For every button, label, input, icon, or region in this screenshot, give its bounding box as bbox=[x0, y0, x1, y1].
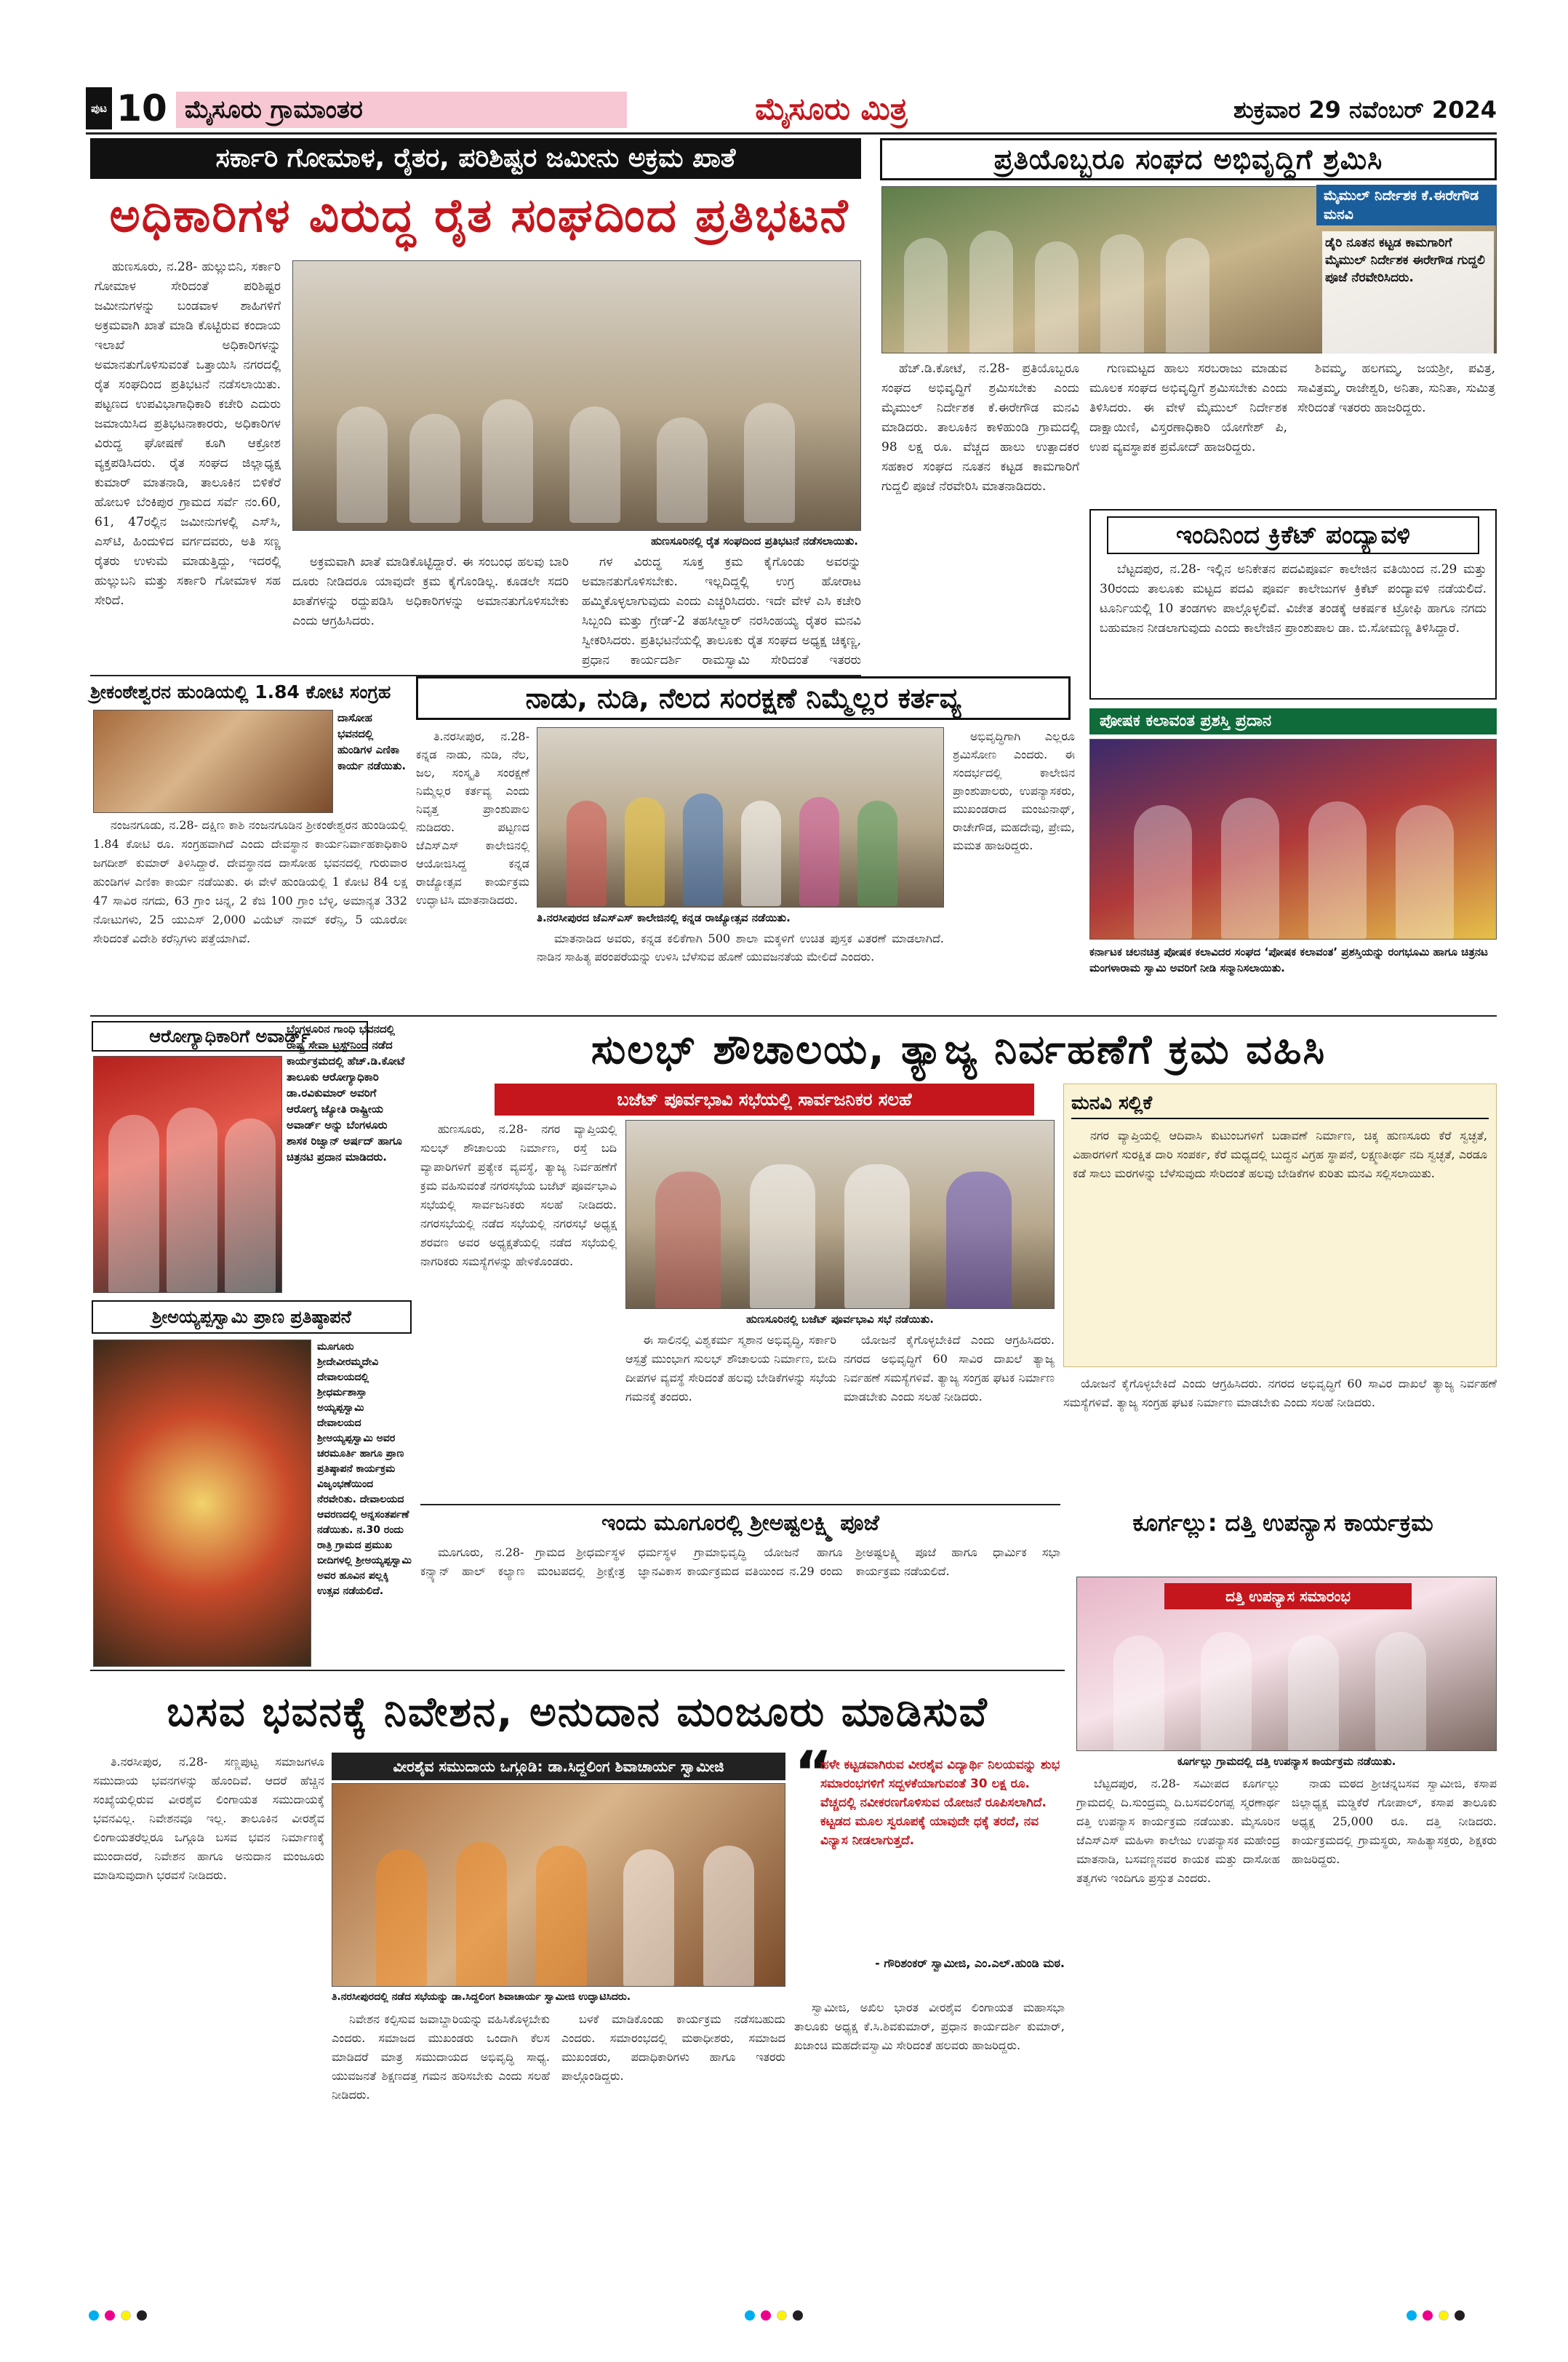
story1-headline: ಅಧಿಕಾರಿಗಳ ವಿರುದ್ಧ ರೈತ ಸಂಘದಿಂದ ಪ್ರತಿಭಟನೆ bbox=[109, 189, 849, 243]
story-kannada-under-photo bbox=[537, 929, 944, 1005]
story-cricket-box bbox=[1089, 509, 1497, 700]
story-poshaka-photo bbox=[1089, 739, 1497, 940]
divider-basava bbox=[90, 1670, 1065, 1671]
story-health-heading: ಆರೋಗ್ಯಾಧಿಕಾರಿಗೆ ಅವಾರ್ಡ್ bbox=[149, 1026, 311, 1046]
register-dot-cyan bbox=[745, 2310, 755, 2321]
story-kurugalli-col2 bbox=[1292, 1774, 1497, 2276]
footer-register-left bbox=[86, 2310, 173, 2324]
story-basava-col1 bbox=[93, 1753, 324, 2276]
story-kurugalli-banner: ದತ್ತಿ ಉಪನ್ಯಾಸ ಸಮಾರಂಭ bbox=[1164, 1583, 1412, 1609]
story-toilet-col1-text: ಹುಣಸೂರು, ನ.28- ನಗರ ವ್ಯಾಪ್ತಿಯಲ್ಲಿ ಸುಲಭ್ ಶೌಚಾಲಯ ನಿರ್ಮಾಣ, ರಸ್ತೆ ಬದಿ ವ್ಯಾಪಾರಿಗಳಿಗೆ ಪ್ರತ್ಯೇಕ ವ್ಯವಸ್ಥೆ, ತ್ಯಾಜ್ಯ ನಿರ್ವಹಣೆಗೆ ಕ್ರಮ ವಹಿಸುವಂತೆ ನಗರಸಭೆಯ ಬಜೆಟ್ ಪೂರ್ವಭಾವಿ ಸಭೆಯಲ್ಲಿ ಸಾರ್ವಜನಿಕರು ಸಲಹೆ ನೀಡಿದರು. ನಗರಸಭೆಯಲ್ಲಿ ನಡೆದ ಸಭೆಯಲ್ಲಿ ನಗರಸಭೆ ಅಧ್ಯಕ್ಷ ಶರವಣ ಅವರ ಅಧ್ಯಕ್ಷತೆಯಲ್ಲಿ ನಡೆದ ಸಭೆಯಲ್ಲಿ ನಾಗರಿಕರು ಸಮಸ್ಯೆಗಳನ್ನು ಹೇಳಿಕೊಂಡರು. bbox=[420, 1122, 617, 1268]
story-lakshmi-text: ಮೂಗೂರು, ನ.28- ಗ್ರಾಮದ ಶ್ರೀಧರ್ಮಸ್ಥಳ ಕನ್ಸ್ಯಾನ್ ಹಾಲ್ ಕಲ್ಯಾಣ ಮಂಟಪದಲ್ಲಿ ಶ್ರೀಕ್ಷೇತ್ರ ಧರ್ಮಸ್ಥಳ ಗ್ರಾಮಾಭಿವೃದ್ಧಿ ಯೋಜನೆ ಹಾಗೂ ಜ್ಞಾನವಿಕಾಸ ಕಾರ್ಯಕ್ರಮದ ವತಿಯಿಂದ ನ.29 ರಂದು ಶ್ರೀಅಷ್ಟಲಕ್ಷ್ಮಿ ಪೂಜೆ ಹಾಗೂ ಧಾರ್ಮಿಕ ಸಭಾ ಕಾರ್ಯಕ್ರಮ ನಡೆಯಲಿದೆ. bbox=[420, 1545, 1060, 1578]
story-poshaka-tag: ಪೋಷಕ ಕಲಾವಂತ ಪ್ರಶಸ್ತಿ ಪ್ರದಾನ bbox=[1089, 708, 1497, 734]
story-cricket-body bbox=[1091, 557, 1495, 695]
story-hundi-side-caption: ದಾಸೋಹ ಭವನದಲ್ಲಿ ಹುಂಡಿಗಳ ಎಣಿಕಾ ಕಾರ್ಯ ನಡೆಯಿತು. bbox=[337, 711, 407, 772]
story-kurugalli-heading: ಕೂರ್ಗಲ್ಲು: ದತ್ತಿ ಉಪನ್ಯಾಸ ಕಾರ್ಯಕ್ರಮ bbox=[1132, 1509, 1433, 1537]
register-dot-magenta bbox=[761, 2310, 771, 2321]
story1-kicker: ಸರ್ಕಾರಿ ಗೋಮಾಳ, ರೈತರ, ಪರಿಶಿಷ್ಟರ ಜಮೀನು ಅಕ್ರಮ ಖಾತೆ bbox=[90, 138, 861, 179]
register-dot-black bbox=[1455, 2310, 1465, 2321]
story-ayyappa-body: ಮೂಗೂರು ಶ್ರೀದೇವೀರಮ್ಮದೇವಿ ದೇವಾಲಯದಲ್ಲಿ ಶ್ರೀಧರ್ಮಶಾಸ್ತಾ ಅಯ್ಯಪ್ಪಸ್ವಾಮಿ ದೇವಾಲಯದ ಶ್ರೀಅಯ್ಯಪ್ಪಸ್ವಾಮಿ ಅವರ ಚರಮೂರ್ತಿ ಹಾಗೂ ಪ್ರಾಣ ಪ್ರತಿಷ್ಠಾಪನೆ ಕಾರ್ಯಕ್ರಮ ವಿಜೃಂಭಣೆಯಿಂದ ನೆರವೇರಿತು. ದೇವಾಲಯದ ಆವರಣದಲ್ಲಿ ಅನ್ನಸಂತರ್ಪಣೆ ನಡೆಯಿತು. ನ.30 ರಂದು ರಾತ್ರಿ ಗ್ರಾಮದ ಪ್ರಮುಖ ಬೀದಿಗಳಲ್ಲಿ ಶ್ರೀಅಯ್ಯಪ್ಪಸ್ವಾಮಿ ಅವರ ಹೂವಿನ ಪಲ್ಲಕ್ಕಿ ಉತ್ಸವ ನಡೆಯಲಿದೆ. bbox=[317, 1341, 412, 1597]
story-hundi-body bbox=[93, 816, 407, 1012]
story-hundi-photo bbox=[93, 710, 333, 813]
story2-tag-text: ಮೈಮುಲ್ ನಿರ್ದೇಶಕ ಕೆ.ಈರೇಗೌಡ ಮನವಿ bbox=[1324, 188, 1479, 223]
story-kurugalli-photo-caption: ಕೂರ್ಗಲ್ಲು ಗ್ರಾಮದಲ್ಲಿ ದತ್ತಿ ಉಪನ್ಯಾಸ ಕಾರ್ಯಕ್ರಮ ನಡೆಯಿತು. bbox=[1177, 1755, 1396, 1768]
story-basava-quote-by: - ಗೌರಿಶಂಕರ್ ಸ್ವಾಮೀಜಿ, ಎಂ.ಎಲ್.ಹುಂಡಿ ಮಠ. bbox=[875, 1956, 1065, 1970]
issue-date: ಶುಕ್ರವಾರ 29 ನವೆಂಬರ್ 2024 bbox=[1233, 96, 1497, 124]
story-hundi-text: ನಂಜನಗೂಡು, ನ.28- ದಕ್ಷಿಣ ಕಾಶಿ ನಂಜನಗೂಡಿನ ಶ್ರೀಕಂಠೇಶ್ವರನ ಹುಂಡಿಯಲ್ಲಿ 1.84 ಕೋಟಿ ರೂ. ಸಂಗ್ರಹವಾಗಿದೆ ಎಂದು ದೇವಸ್ಥಾನ ಕಾರ್ಯನಿರ್ವಾಹಕಾಧಿಕಾರಿ ಜಗದೀಶ್ ಕುಮಾರ್ ತಿಳಿಸಿದ್ದಾರೆ. ದೇವಸ್ಥಾನದ ದಾಸೋಹ ಭವನದಲ್ಲಿ ಗುರುವಾರ ಹುಂಡಿಗಳ ಎಣಿಕಾ ಕಾರ್ಯ ನಡೆಯಿತು. ಈ ವೇಳೆ ಹುಂಡಿಯಲ್ಲಿ 1 ಕೋಟಿ 84 ಲಕ್ಷ 47 ಸಾವಿರ ನಗದು, 63 ಗ್ರಾಂ ಚಿನ್ನ, 2 ಕೆಜಿ 100 ಗ್ರಾಂ ಬೆಳ್ಳಿ, ಅಮಾನ್ಯತ 332 ನೋಟುಗಳು, 25 ಯುಎಸ್ 2,000 ವಿಯೆಟ್ ನಾಮ್ ಕರೆನ್ಸಿ, 5 ಯೂರೋ ಸೇರಿದಂತೆ ವಿದೇಶಿ ಕರೆನ್ಸಿಗಳು ಪತ್ತೆಯಾಗಿವೆ. bbox=[93, 818, 407, 945]
masthead bbox=[86, 86, 1497, 132]
story-basava-col2-text: ನಿವೇಶನ ಕಲ್ಪಿಸುವ ಜವಾಬ್ದಾರಿಯನ್ನು ವಹಿಸಿಕೊಳ್ಳಬೇಕು ಎಂದರು. ಸಮಾಜದ ಮುಖಂಡರು ಒಂದಾಗಿ ಕೆಲಸ ಮಾಡಿದರೆ ಮಾತ್ರ ಸಮುದಾಯದ ಅಭಿವೃದ್ಧಿ ಸಾಧ್ಯ. ಯುವಜನತೆ ಶಿಕ್ಷಣದತ್ತ ಗಮನ ಹರಿಸಬೇಕು ಎಂದು ಸಲಹೆ ನೀಡಿದರು. bbox=[332, 2012, 550, 2102]
story-lakshmi-heading: ಇಂದು ಮೂಗೂರಲ್ಲಿ ಶ್ರೀಅಷ್ಟಲಕ್ಷ್ಮಿ ಪೂಜೆ bbox=[601, 1510, 879, 1536]
story-basava-col1-text: ತಿ.ನರಸೀಪುರ, ನ.28- ಸಣ್ಣಪುಟ್ಟ ಸಮಾಜಗಳೂ ಸಮುದಾಯ ಭವನಗಳನ್ನು ಹೊಂದಿವೆ. ಆದರೆ ಹೆಚ್ಚಿನ ಸಂಖ್ಯೆಯಲ್ಲಿರುವ ವೀರಶೈವ ಲಿಂಗಾಯತ ಸಮುದಾಯಕ್ಕೆ ಭವನವಿಲ್ಲ. ನಿವೇಶನವೂ ಇಲ್ಲ. ತಾಲೂಕಿನ ವೀರಶೈವ ಲಿಂಗಾಯತರೆಲ್ಲರೂ ಒಗ್ಗೂಡಿ ಬಸವ ಭವನ ನಿರ್ಮಾಣಕ್ಕೆ ಮುಂದಾದರೆ, ನಿವೇಶನ ಹಾಗೂ ಅನುದಾನ ಮಂಜೂರು ಮಾಡಿಸುವುದಾಗಿ ಭರವಸೆ ನೀಡಿದರು. bbox=[93, 1755, 324, 1882]
story-cricket-headline: ಇಂದಿನಿಂದ ಕ್ರಿಕೆಟ್ ಪಂದ್ಯಾವಳಿ bbox=[1107, 516, 1479, 554]
divider-health bbox=[90, 1015, 1497, 1017]
story-lakshmi-body bbox=[420, 1543, 1060, 1667]
page-label-box bbox=[86, 87, 112, 129]
story1-photo-caption: ಹುಣಸೂರಿನಲ್ಲಿ ರೈತ ಸಂಘದಿಂದ ಪ್ರತಿಭಟನೆ ನಡೆಸಲಾಯಿತು. bbox=[651, 535, 858, 548]
story1-col3 bbox=[582, 553, 861, 672]
story-kannada-headline: ನಾಡು, ನುಡಿ, ನೆಲದ ಸಂರಕ್ಷಣೆ ನಿಮ್ಮೆಲ್ಲರ ಕರ್ತವ್ಯ bbox=[525, 682, 961, 714]
section-name: ಮೈಸೂರು ಗ್ರಾಮಾಂತರ bbox=[176, 92, 627, 128]
story-basava-quote-mark: “ bbox=[794, 1739, 833, 1806]
story-toilet-col2 bbox=[625, 1331, 836, 1500]
register-dot-black bbox=[137, 2310, 147, 2321]
story-basava-photo-caption: ತಿ.ನರಸೀಪುರದಲ್ಲಿ ನಡೆದ ಸಭೆಯನ್ನು ಡಾ.ಸಿದ್ದಲಿಂಗ ಶಿವಾಚಾರ್ಯ ಸ್ವಾಮೀಜಿ ಉದ್ಘಾಟಿಸಿದರು. bbox=[332, 1991, 631, 2003]
story-hundi-headline: ಶ್ರೀಕಂಠೇಶ್ವರನ ಹುಂಡಿಯಲ್ಲಿ 1.84 ಕೋಟಿ ಸಂಗ್ರಹ bbox=[90, 681, 391, 702]
story-basava-col2 bbox=[332, 2010, 550, 2276]
story-kurugalli-col2-text: ನಾಡು ಮಠದ ಶ್ರೀಚನ್ನಬಸವ ಸ್ವಾಮೀಜಿ, ಕಸಾಪ ಜಿಲ್ಲಾಧ್ಯಕ್ಷ ಮಡ್ಡಿಕೆರೆ ಗೋಪಾಲ್, ಕಸಾಪ ತಾಲೂಕು ಅಧ್ಯಕ್ಷ 25,000 ರೂ. ದತ್ತಿ ನೀಡಿದರು. ಕಾರ್ಯಕ್ರಮದಲ್ಲಿ ಗ್ರಾಮಸ್ಥರು, ಸಾಹಿತ್ಯಾಸಕ್ತರು, ಶಿಕ್ಷಕರು ಹಾಜರಿದ್ದರು. bbox=[1292, 1777, 1497, 1866]
story1-photo bbox=[292, 260, 861, 531]
story-poshaka-caption: ಕರ್ನಾಟಕ ಚಲನಚಿತ್ರ ಪೋಷಕ ಕಲಾವಿದರ ಸಂಘದ ‘ಪೋಷಕ ಕಲಾವಂತ’ ಪ್ರಶಸ್ತಿಯನ್ನು ರಂಗಭೂಮಿ ಹಾಗೂ ಚಿತ್ರನಟ ಮಂಗಳಾರಾಮ ಸ್ವಾಮಿ ಅವರಿಗೆ ನೀಡಿ ಸನ್ಮಾನಿಸಲಾಯಿತು. bbox=[1089, 945, 1488, 974]
story-kannada-photo bbox=[537, 727, 944, 908]
register-dot-yellow bbox=[777, 2310, 787, 2321]
story-kannada-col3-text: ಅಭಿವೃದ್ಧಿಗಾಗಿ ಎಲ್ಲರೂ ಶ್ರಮಿಸೋಣ ಎಂದರು. ಈ ಸಂದರ್ಭದಲ್ಲಿ ಕಾಲೇಜಿನ ಪ್ರಾಂಶುಪಾಲರು, ಉಪನ್ಯಾಸಕರು, ಮುಖಂಡರಾದ ಮಂಜುನಾಥ್, ರಾಚೇಗೌಡ, ಮಹದೇವು, ಪ್ರೇಮ, ಮಮತ ಹಾಜರಿದ್ದರು. bbox=[953, 729, 1075, 852]
sidebar-manavi-body bbox=[1064, 1124, 1496, 1356]
story-toilet-col3-text: ಯೋಜನೆ ಕೈಗೊಳ್ಳಬೇಕಿದೆ ಎಂದು ಆಗ್ರಹಿಸಿದರು. ನಗರದ ಅಭಿವೃದ್ಧಿಗೆ 60 ಸಾವಿರ ದಾಖಲೆ ತ್ಯಾಜ್ಯ ನಿರ್ವಹಣೆ ಸಮಸ್ಯೆಗಳಿವೆ. ತ್ಯಾಜ್ಯ ಸಂಗ್ರಹ ಘಟಕ ನಿರ್ಮಾಣ ಮಾಡಬೇಕು ಎಂದು ಸಲಹೆ ನೀಡಿದರು. bbox=[844, 1333, 1055, 1404]
register-dot-cyan bbox=[1407, 2310, 1417, 2321]
story2-headline: ಪ್ರತಿಯೊಬ್ಬರೂ ಸಂಘದ ಅಭಿವೃದ್ಧಿಗೆ ಶ್ರಮಿಸಿ bbox=[993, 143, 1383, 175]
story-health-body: ಬೆಂಗಳೂರಿನ ಗಾಂಧಿ ಭವನದಲ್ಲಿ ರಾಷ್ಟ್ರ ಸೇವಾ ಟ್ರಸ್ಟ್‌ನಿಂದ ನಡೆದ ಕಾರ್ಯಕ್ರಮದಲ್ಲಿ ಹೆಚ್.ಡಿ.ಕೋಟೆ ತಾಲೂಕು ಆರೋಗ್ಯಾಧಿಕಾರಿ ಡಾ.ರವಿಕುಮಾರ್ ಅವರಿಗೆ ಆರೋಗ್ಯ ಜ್ಯೋತಿ ರಾಷ್ಟ್ರೀಯ ಅವಾರ್ಡ್ ಅನ್ನು ಬೆಂಗಳೂರು ಶಾಸಕ ರಿಜ್ವಾನ್ ಅರ್ಷದ್ ಹಾಗೂ ಚಿತ್ರನಟಿ ಪ್ರದಾನ ಮಾಡಿದರು. bbox=[287, 1022, 405, 1164]
story-ayyappa-photo bbox=[93, 1340, 311, 1667]
story-basava-quote-box bbox=[794, 1739, 1065, 1993]
divider-lakshmi bbox=[420, 1504, 1060, 1505]
register-dot-black bbox=[793, 2310, 803, 2321]
register-dot-magenta bbox=[1423, 2310, 1433, 2321]
story1-col3-text: ಗಳ ವಿರುದ್ಧ ಸೂಕ್ತ ಕ್ರಮ ಕೈಗೊಂಡು ಅವರನ್ನು ಅಮಾನತುಗೊಳಿಸಬೇಕು. ಇಲ್ಲದಿದ್ದಲ್ಲಿ ಉಗ್ರ ಹೋರಾಟ ಹಮ್ಮಿಕೊಳ್ಳಲಾಗುವುದು ಎಂದು ಎಚ್ಚರಿಸಿದರು. ಇದೇ ವೇಳೆ ಎಸಿ ಕಚೇರಿ ಸಿಬ್ಬಂದಿ ಮತ್ತು ಗ್ರೇಡ್-2 ತಹಸೀಲ್ದಾರ್ ನರಸಿಂಹಯ್ಯ ರೈತರ ಮನವಿ ಸ್ವೀಕರಿಸಿದರು. ಪ್ರತಿಭಟನೆಯಲ್ಲಿ ತಾಲೂಕು ರೈತ ಸಂಘದ ಅಧ್ಯಕ್ಷ ಚಿಕ್ಕಣ್ಣ, ಪ್ರಧಾನ ಕಾರ್ಯದರ್ಶಿ ರಾಮಸ್ವಾಮಿ ಸೇರಿದಂತೆ ಇತರರು bbox=[582, 555, 861, 668]
story2-side-caption: ಡೈರಿ ನೂತನ ಕಟ್ಟಡ ಕಾಮಗಾರಿಗೆ ಮೈಮುಲ್ ನಿರ್ದೇಶಕ ಈರೇಗೌಡ ಗುದ್ದಲಿ ಪೂಜೆ ನೆರವೇರಿಸಿದರು. bbox=[1322, 231, 1494, 353]
story2-col1-text: ಹೆಚ್.ಡಿ.ಕೋಟೆ, ನ.28- ಪ್ರತಿಯೊಬ್ಬರೂ ಸಂಘದ ಅಭಿವೃದ್ಧಿಗೆ ಶ್ರಮಿಸಬೇಕು ಎಂದು ಮೈಮುಲ್ ನಿರ್ದೇಶಕ ಕೆ.ಈರೇಗೌಡ ಮನವಿ ಮಾಡಿದರು. ತಾಲೂಕಿನ ಕಾಳಿಹುಂಡಿ ಗ್ರಾಮದಲ್ಲಿ 98 ಲಕ್ಷ ರೂ. ವೆಚ್ಚದ ಹಾಲು ಉತ್ಪಾದಕರ ಸಹಕಾರ ಸಂಘದ ನೂತನ ಕಟ್ಟಡ ಕಾಮಗಾರಿಗೆ ಗುದ್ದಲಿ ಪೂಜೆ ನೆರವೇರಿಸಿ ಮಾತನಾಡಿದರು. bbox=[881, 361, 1079, 494]
page-number: 10 bbox=[116, 87, 167, 129]
story-ayyappa-heading: ಶ್ರೀಅಯ್ಯಪ್ಪಸ್ವಾಮಿ ಪ್ರಾಣ ಪ್ರತಿಷ್ಠಾಪನೆ bbox=[152, 1307, 351, 1327]
paper-name: ಮೈಸೂರು ಮಿತ್ರ bbox=[755, 91, 908, 127]
story2-col3-text: ಶಿವಮ್ಮ, ಹಲಗಮ್ಮ, ಜಯಶ್ರೀ, ಪವಿತ್ರ, ಸಾವಿತ್ರಮ್ಮ, ರಾಜೇಶ್ವರಿ, ಅನಿತಾ, ಸುನಿತಾ, ಸುಮಿತ್ರ ಸೇರಿದಂತೆ ಇತರರು ಹಾಜರಿದ್ದರು. bbox=[1297, 361, 1495, 415]
sidebar-manavi-text: ನಗರ ವ್ಯಾಪ್ತಿಯಲ್ಲಿ ಆದಿವಾಸಿ ಕುಟುಂಬಗಳಿಗೆ ಬಡಾವಣೆ ನಿರ್ಮಾಣ, ಚಿಕ್ಕ ಹುಣಸೂರು ಕೆರೆ ಸ್ವಚ್ಛತೆ, ವಿಹಾರಗಳಿಗೆ ಸುರಕ್ಷಿತ ದಾರಿ ಸಂಪರ್ಕ, ಕೆರೆ ಮಧ್ಯದಲ್ಲಿ ಬುದ್ಧನ ವಿಗ್ರಹ ಸ್ಥಾಪನೆ, ಲಕ್ಷ್ಮಣತೀರ್ಥ ನದಿ ಸ್ವಚ್ಛತೆ, ಎರಡೂ ಕಡೆ ಸಾಲು ಮರಗಳನ್ನು ಬೆಳೆಸುವುದು ಸೇರಿದಂತೆ ಹಲವು ಬೇಡಿಕೆಗಳ ಕುರಿತು ಮನವಿ ಸಲ್ಲಿಸಲಾಯಿತು. bbox=[1073, 1129, 1487, 1180]
story-toilet-sub: ಬಜೆಟ್ ಪೂರ್ವಭಾವಿ ಸಭೆಯಲ್ಲಿ ಸಾರ್ವಜನಿಕರ ಸಲಹೆ bbox=[495, 1084, 1034, 1116]
story2-col2-text: ಗುಣಮಟ್ಟದ ಹಾಲು ಸರಬರಾಜು ಮಾಡುವ ಮೂಲಕ ಸಂಘದ ಅಭಿವೃದ್ಧಿಗೆ ಶ್ರಮಿಸಬೇಕು ಎಂದು ತಿಳಿಸಿದರು. ಈ ವೇಳೆ ಮೈಮುಲ್ ನಿರ್ದೇಶಕ ದಾಕ್ಷಾಯಿಣಿ, ವಿಸ್ತರಣಾಧಿಕಾರಿ ಯೋಗೇಶ್ ಪಿ, ಉಪ ವ್ಯವಸ್ಥಾಪಕ ಪ್ರಮೋದ್ ಹಾಜರಿದ್ದರು. bbox=[1089, 361, 1287, 455]
story-kannada-col3 bbox=[953, 727, 1075, 1005]
story2-col1 bbox=[881, 359, 1079, 528]
register-dot-cyan bbox=[89, 2310, 99, 2321]
story-kannada-headline-box bbox=[416, 676, 1071, 720]
story-kurugalli-col1 bbox=[1076, 1774, 1280, 2276]
register-dot-magenta bbox=[105, 2310, 115, 2321]
story2-headline-box bbox=[880, 138, 1497, 180]
story-basava-photo bbox=[332, 1783, 785, 1987]
story-kannada-col1 bbox=[416, 727, 529, 1004]
story-toilet-photo-caption: ಹುಣಸೂರಿನಲ್ಲಿ ಬಜೆಟ್ ಪೂರ್ವಭಾವಿ ಸಭೆ ನಡೆಯಿತು. bbox=[746, 1313, 934, 1326]
story-basava-col3-text: ಬಳಕೆ ಮಾಡಿಕೊಂಡು ಕಾರ್ಯಕ್ರಮ ನಡೆಸಬಹುದು ಎಂದರು. ಸಮಾರಂಭದಲ್ಲಿ ಮಠಾಧೀಶರು, ಸಮಾಜದ ಮುಖಂಡರು, ಪದಾಧಿಕಾರಿಗಳು ಹಾಗೂ ಇತರರು ಪಾಲ್ಗೊಂಡಿದ್ದರು. bbox=[561, 2012, 785, 2083]
story-kurugalli-col1-text: ಬೆಟ್ಟದಪುರ, ನ.28- ಸಮೀಪದ ಕೂರ್ಗಲ್ಲು ಗ್ರಾಮದಲ್ಲಿ ದಿ.ಸುಂದ್ರಮ್ಮ ದಿ.ಬಸವಲಿಂಗಪ್ಪ ಸ್ಮರಣಾರ್ಥ ದತ್ತಿ ಉಪನ್ಯಾಸ ಕಾರ್ಯಕ್ರಮ ನಡೆಯಿತು. ಮೈಸೂರಿನ ಜೆಎಸ್ಎಸ್ ಮಹಿಳಾ ಕಾಲೇಜು ಉಪನ್ಯಾಸಕ ಮಹೇಂದ್ರ ಮಾತನಾಡಿ, ಬಸವಣ್ಣನವರ ಕಾಯಕ ಮತ್ತು ದಾಸೋಹ ತತ್ವಗಳು ಇಂದಿಗೂ ಪ್ರಸ್ತುತ ಎಂದರು. bbox=[1076, 1777, 1280, 1885]
story-basava-inner-head: ವೀರಶೈವ ಸಮುದಾಯ ಒಗ್ಗೂಡಿ: ಡಾ.ಸಿದ್ದಲಿಂಗ ಶಿವಾಚಾರ್ಯ ಸ್ವಾಮೀಜಿ bbox=[332, 1753, 785, 1780]
story2-col2 bbox=[1089, 359, 1287, 528]
story1-col2 bbox=[292, 553, 569, 672]
story-kannada-under-photo-text: ಮಾತನಾಡಿದ ಅವರು, ಕನ್ನಡ ಕಲಿಕೆಗಾಗಿ 500 ಶಾಲಾ ಮಕ್ಕಳಿಗೆ ಉಚಿತ ಪುಸ್ತಕ ವಿತರಣೆ ಮಾಡಲಾಗಿದೆ. ನಾಡಿನ ಸಾಹಿತ್ಯ ಪರಂಪರೆಯನ್ನು ಉಳಿಸಿ ಬೆಳೆಸುವ ಹೊಣೆ ಯುವಜನತೆಯ ಮೇಲಿದೆ ಎಂದರು. bbox=[537, 932, 944, 964]
sidebar-manavi bbox=[1063, 1084, 1497, 1367]
story-kannada-photo-caption: ತಿ.ನರಸೀಪುರದ ಜೆಎಸ್ಎಸ್ ಕಾಲೇಜಿನಲ್ಲಿ ಕನ್ನಡ ರಾಜ್ಯೋತ್ಸವ ನಡೆಯಿತು. bbox=[537, 911, 791, 924]
register-dot-yellow bbox=[1439, 2310, 1449, 2321]
story-kurugalli-photo bbox=[1076, 1577, 1497, 1751]
sidebar-manavi-heading: ಮನವಿ ಸಲ್ಲಿಕೆ bbox=[1071, 1089, 1489, 1119]
story-ayyappa-heading-box bbox=[92, 1300, 412, 1334]
register-dot-yellow bbox=[121, 2310, 131, 2321]
story-toilet-col1b bbox=[420, 1120, 617, 1498]
story-basava-col3 bbox=[561, 2010, 785, 2276]
page-label: ಪುಟ bbox=[90, 102, 107, 115]
footer-register-center bbox=[742, 2310, 829, 2324]
story-basava-col4 bbox=[794, 1998, 1065, 2276]
story-toilet-photo bbox=[625, 1120, 1055, 1309]
sidebar-manavi-continued-text: ಯೋಜನೆ ಕೈಗೊಳ್ಳಬೇಕಿದೆ ಎಂದು ಆಗ್ರಹಿಸಿದರು. ನಗರದ ಅಭಿವೃದ್ಧಿಗೆ 60 ಸಾವಿರ ದಾಖಲೆ ತ್ಯಾಜ್ಯ ನಿರ್ವಹಣೆ ಸಮಸ್ಯೆಗಳಿವೆ. ತ್ಯಾಜ್ಯ ಸಂಗ್ರಹ ಘಟಕ ನಿರ್ಮಾಣ ಮಾಡಬೇಕು ಎಂದು ಸಲಹೆ ನೀಡಿದರು. bbox=[1063, 1377, 1497, 1409]
masthead-rule bbox=[86, 132, 1497, 135]
story-kannada-col1-text: ತಿ.ನರಸೀಪುರ, ನ.28- ಕನ್ನಡ ನಾಡು, ನುಡಿ, ನೆಲ, ಜಲ, ಸಂಸ್ಕೃತಿ ಸಂರಕ್ಷಣೆ ನಿಮ್ಮೆಲ್ಲರ ಕರ್ತವ್ಯ ಎಂದು ನಿವೃತ್ತ ಪ್ರಾಂಶುಪಾಲ ನುಡಿದರು. ಪಟ್ಟಣದ ಜೆಎಸ್ಎಸ್ ಕಾಲೇಜಿನಲ್ಲಿ ಆಯೋಜಿಸಿದ್ದ ಕನ್ನಡ ರಾಜ್ಯೋತ್ಸವ ಕಾರ್ಯಕ್ರಮ ಉದ್ಘಾಟಿಸಿ ಮಾತನಾಡಿದರು. bbox=[416, 729, 529, 907]
story2-tag bbox=[1316, 185, 1497, 225]
sidebar-manavi-continued bbox=[1063, 1374, 1497, 1500]
story-basava-quote: ಹಳೇ ಕಟ್ಟಡವಾಗಿರುವ ವೀರಶೈವ ವಿದ್ಯಾರ್ಥಿ ನಿಲಯವನ್ನು ಶುಭ ಸಮಾರಂಭಗಳಿಗೆ ಸದ್ಬಳಕೆಯಾಗುವಂತೆ 30 ಲಕ್ಷ ರೂ. ವೆಚ್ಚದಲ್ಲಿ ನವೀಕರಣಗೊಳಿಸುವ ಯೋಜನೆ ರೂಪಿಸಲಾಗಿದೆ. ಕಟ್ಟಡದ ಮೂಲ ಸ್ವರೂಪಕ್ಕೆ ಯಾವುದೇ ಧಕ್ಕೆ ತರದೆ, ನವ ವಿನ್ಯಾಸ ನೀಡಲಾಗುತ್ತದೆ. bbox=[820, 1758, 1060, 1848]
story-toilet-col2-text: ಈ ಸಾಲಿನಲ್ಲಿ ವಿಶ್ವಕರ್ಮ ಸ್ಮಶಾನ ಅಭಿವೃದ್ಧಿ, ಸರ್ಕಾರಿ ಆಸ್ಪತ್ರೆ ಮುಂಭಾಗ ಸುಲಭ್ ಶೌಚಾಲಯ ನಿರ್ಮಾಣ, ಬೀದಿ ದೀಪಗಳ ವ್ಯವಸ್ಥೆ ಸೇರಿದಂತೆ ಹಲವು ಬೇಡಿಕೆಗಳನ್ನು ಸಭೆಯ ಗಮನಕ್ಕೆ ತಂದರು. bbox=[625, 1333, 836, 1404]
story1-col1 bbox=[95, 257, 281, 672]
story1-col1-text: ಹುಣಸೂರು, ನ.28- ಹುಲ್ಲುಬಿನಿ, ಸರ್ಕಾರಿ ಗೋಮಾಳ ಸೇರಿದಂತೆ ಪರಿಶಿಷ್ಟರ ಜಮೀನುಗಳನ್ನು ಬಂಡವಾಳ ಶಾಹಿಗಳಿಗೆ ಅಕ್ರಮವಾಗಿ ಖಾತೆ ಮಾಡಿ ಕೊಟ್ಟಿರುವ ಕಂದಾಯ ಇಲಾಖೆ ಅಧಿಕಾರಿಗಳನ್ನು ಅಮಾನತುಗೊಳಿಸುವಂತೆ ಒತ್ತಾಯಿಸಿ ನಗರದಲ್ಲಿ ರೈತ ಸಂಘದಿಂದ ಪ್ರತಿಭಟನೆ ನಡೆಸಲಾಯಿತು. ಪಟ್ಟಣದ ಉಪವಿಭಾಗಾಧಿಕಾರಿ ಕಚೇರಿ ಎದುರು ಜಮಾಯಿಸಿದ ಪ್ರತಿಭಟನಾಕಾರರು, ಅಧಿಕಾರಿಗಳ ವಿರುದ್ಧ ಘೋಷಣೆ ಕೂಗಿ ಆಕ್ರೋಶ ವ್ಯಕ್ತಪಡಿಸಿದರು. ರೈತ ಸಂಘದ ಜಿಲ್ಲಾಧ್ಯಕ್ಷ ಕುಮಾರ್ ಮಾತನಾಡಿ, ತಾಲೂಕಿನ ಬಿಳಿಕೆರೆ ಹೋಬಳಿ ಬೆಂಕಿಪುರ ಗ್ರಾಮದ ಸರ್ವೆ ನಂ.60, 61, 47ರಲ್ಲಿನ ಜಮೀನುಗಳಲ್ಲಿ ಎಸ್‌ಸಿ, ಎಸ್‌ಟಿ, ಹಿಂದುಳಿದ ವರ್ಗದವರು, ಅತಿ ಸಣ್ಣ ರೈತರು ಉಳುಮೆ ಮಾಡುತ್ತಿದ್ದು, ಇದರಲ್ಲಿ ಹುಲ್ಲುಬನಿ ಮತ್ತು ಸರ್ಕಾರಿ ಗೋಮಾಳ ಸಹ ಸೇರಿದೆ. bbox=[95, 260, 281, 608]
story-cricket-text: ಬೆಟ್ಟದಪುರ, ನ.28- ಇಲ್ಲಿನ ಅನಿಕೇತನ ಪದವಿಪೂರ್ವ ಕಾಲೇಜಿನ ವತಿಯಿಂದ ನ.29 ಮತ್ತು 30ರಂದು ತಾಲೂಕು ಮಟ್ಟದ ಪದವಿ ಪೂರ್ವ ಕಾಲೇಜುಗಳ ಕ್ರಿಕೆಟ್ ಪಂದ್ಯಾವಳಿ ನಡೆಯಲಿದೆ. ಟೂರ್ನಿಯಲ್ಲಿ 10 ತಂಡಗಳು ಪಾಲ್ಗೊಳ್ಳಲಿವೆ. ವಿಜೇತ ತಂಡಕ್ಕೆ ಆಕರ್ಷಕ ಟ್ರೋಫಿ ಹಾಗೂ ನಗದು ಬಹುಮಾನ ನೀಡಲಾಗುವುದು ಎಂದು ಕಾಲೇಜಿನ ಪ್ರಾಂಶುಪಾಲ ಡಾ. ಬಿ.ಸೋಮಣ್ಣ ತಿಳಿಸಿದ್ದಾರೆ. bbox=[1100, 562, 1487, 636]
story1-col2-text: ಅಕ್ರಮವಾಗಿ ಖಾತೆ ಮಾಡಿಕೊಟ್ಟಿದ್ದಾರೆ. ಈ ಸಂಬಂಧ ಹಲವು ಬಾರಿ ದೂರು ನೀಡಿದರೂ ಯಾವುದೇ ಕ್ರಮ ಕೈಗೊಂಡಿಲ್ಲ. ಕೂಡಲೇ ಸದರಿ ಖಾತೆಗಳನ್ನು ರದ್ದುಪಡಿಸಿ ಅಧಿಕಾರಿಗಳನ್ನು ಅಮಾನತುಗೊಳಿಸಬೇಕು ಎಂದು ಆಗ್ರಹಿಸಿದರು. bbox=[292, 555, 569, 628]
footer-register-right bbox=[1404, 2310, 1491, 2324]
story-health-photo bbox=[93, 1056, 282, 1293]
story-toilet-headline: ಸುಲಭ್ ಶೌಚಾಲಯ, ತ್ಯಾಜ್ಯ ನಿರ್ವಹಣೆಗೆ ಕ್ರಮ ವಹಿಸಿ bbox=[591, 1026, 1327, 1073]
story-toilet-col3 bbox=[844, 1331, 1055, 1500]
story-basava-headline: ಬಸವ ಭವನಕ್ಕೆ ನಿವೇಶನ, ಅನುದಾನ ಮಂಜೂರು ಮಾಡಿಸುವೆ bbox=[167, 1689, 988, 1736]
story-basava-col4-text: ಸ್ವಾಮೀಜಿ, ಅಖಿಲ ಭಾರತ ವೀರಶೈವ ಲಿಂಗಾಯತ ಮಹಾಸಭಾ ತಾಲೂಕು ಅಧ್ಯಕ್ಷ ಕೆ.ಸಿ.ಶಿವಕುಮಾರ್, ಪ್ರಧಾನ ಕಾರ್ಯದರ್ಶಿ ಕುಮಾರ್, ಖಜಾಂಚಿ ಮಹದೇವಸ್ವಾಮಿ ಸೇರಿದಂತೆ ಹಲವರು ಹಾಜರಿದ್ದರು. bbox=[794, 2001, 1065, 2052]
story2-col3 bbox=[1297, 359, 1495, 432]
